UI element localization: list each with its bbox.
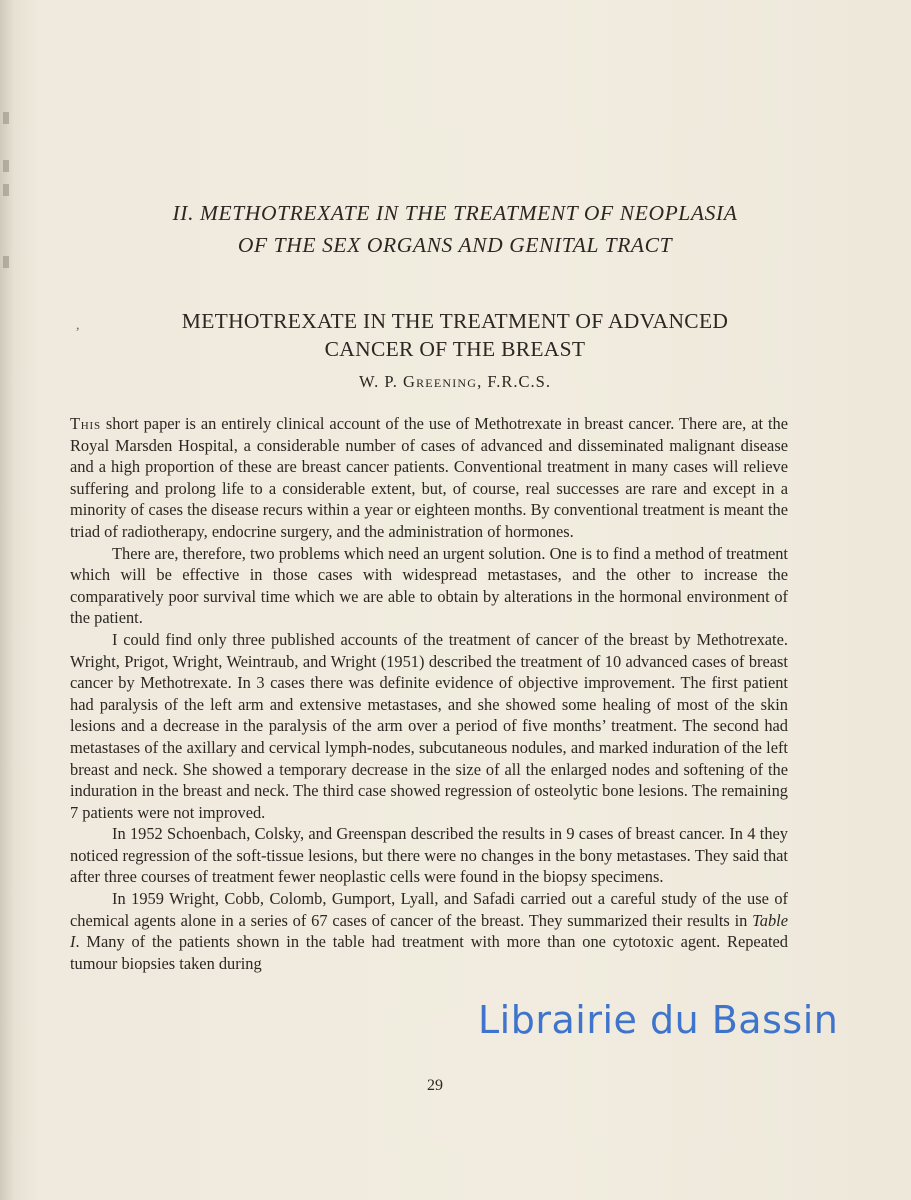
table-reference: Table I	[70, 910, 788, 952]
paper-title-line-1: METHOTREXATE IN THE TREATMENT OF ADVANCED	[181, 309, 729, 333]
paper-title	[70, 307, 840, 363]
paragraph-3: I could find only three published accounts of the treatment of cancer of the breast by Methotrexate. Wright, Prigot, Wright, Weintraub, and Wright (1951) described the treatment of 10 advanced cases of breast cancer by Methotrexate. In 3 cases there was definite evidence of objective improvement. The first patient had paralysis of the left arm and extensive metastases, and she showed some healing of most of the skin lesions and a decrease in the paralysis of the arm over a period of five months’ treatment. The second had metastases of the axillary and cervical lymph-nodes, subcutaneous nodules, and marked induration of the left breast and neck. She showed a temporary decrease in the size of all the enlarged nodes and softening of the induration in the breast and neck. The third case showed regression of osteolytic bone lesions. The remaining 7 patients were not improved.	[70, 629, 788, 822]
title-mark: ,	[76, 318, 80, 333]
author-degree: , F.R.C.S.	[477, 372, 551, 391]
seller-watermark: Librairie du Bassin	[478, 998, 839, 1042]
section-title	[70, 197, 840, 261]
paragraph-5	[70, 888, 788, 974]
paragraph-1-text: short paper is an entirely clinical account of the use of Methotrexate in breast cancer. There are, at the Royal Marsden Hospital, a considerable number of cases of advanced and disseminated malignant disease and a high proportion of these are breast cancer patients. Conventional treatment in many cases will relieve suffering and prolong life to a considerable extent, but, of course, real successes are rare and except in a minority of cases the disease recurs within a year or eighteen months. By conventional treatment is meant the triad of radiotherapy, endocrine surgery, and the administration of hormones.	[70, 414, 788, 541]
paragraph-5-text: In 1959 Wright, Cobb, Colomb, Gumport, Lyall, and Safadi carried out a careful study of the use of chemical agents alone in a series of 67 cases of cancer of the breast. They summarized their results in	[70, 889, 788, 930]
paragraph-2: There are, therefore, two problems which need an urgent solution. One is to find a method of treatment which will be effective in those cases with widespread metastases, and the other to increase the comparatively poor survival time which we are able to obtain by alterations in the hormonal environment of the patient.	[70, 543, 788, 628]
section-title-line-1: II. METHOTREXATE IN THE TREATMENT OF NEOPLASIA	[172, 201, 738, 225]
article-body	[70, 413, 788, 974]
paragraph-lead-word: This	[70, 414, 101, 433]
paragraph-4: In 1952 Schoenbach, Colsky, and Greenspan described the results in 9 cases of breast cancer. In 4 they noticed regression of the soft-tissue lesions, but there were no changes in the bony metastases. They said that after three courses of treatment fewer neoplastic cells were found in the biopsy specimens.	[70, 824, 788, 887]
paragraph-1	[70, 413, 788, 543]
section-title-line-2: OF THE SEX ORGANS AND GENITAL TRACT	[237, 233, 673, 257]
paper-title-line-2: CANCER OF THE BREAST	[324, 337, 586, 361]
author-initials: W. P.	[359, 372, 403, 391]
page-number: 29	[427, 1077, 443, 1094]
page-edge-shadow	[0, 100, 14, 280]
author-line	[70, 372, 840, 392]
paragraph-5-tail: . Many of the patients shown in the table had treatment with more than one cytotoxic agent. Repeated tumour biopsies taken during	[70, 932, 788, 973]
author-surname: Greening	[402, 372, 478, 391]
